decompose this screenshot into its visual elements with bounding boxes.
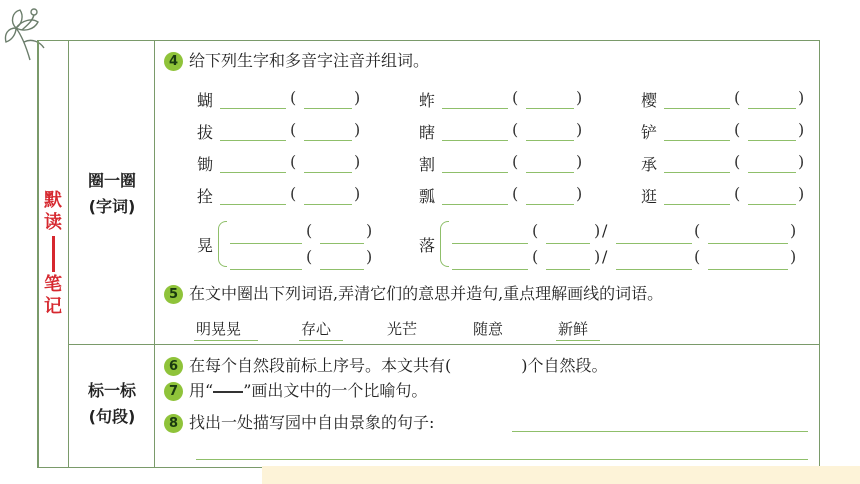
- word-blank[interactable]: [546, 269, 590, 270]
- word-blank[interactable]: [748, 140, 796, 141]
- word-item: 新鲜: [558, 320, 589, 338]
- pinyin-blank[interactable]: [664, 140, 730, 141]
- word-blank[interactable]: [320, 243, 364, 244]
- word-underline: [299, 340, 343, 341]
- word-blank[interactable]: [304, 172, 352, 173]
- word-blank[interactable]: [546, 243, 590, 244]
- paren-open: (: [290, 152, 297, 171]
- word-item: 随意: [473, 320, 504, 338]
- question-text: 找出一处描写园中自由景象的句子:: [189, 413, 435, 432]
- character-item: 铲: [640, 123, 657, 142]
- table-top-border: [37, 40, 820, 41]
- question-number-badge: 8: [164, 414, 183, 433]
- paren-close: ): [576, 120, 583, 139]
- word-item: 明晃晃: [196, 320, 242, 338]
- word-item: 存心: [301, 320, 332, 338]
- pinyin-blank[interactable]: [664, 204, 730, 205]
- word-blank[interactable]: [748, 204, 796, 205]
- pinyin-blank[interactable]: [616, 269, 692, 270]
- question-4: [164, 50, 429, 72]
- section-title-line: 圈一圈: [87, 171, 136, 190]
- character-item: 拴: [196, 187, 213, 206]
- paren-close: ): [576, 184, 583, 203]
- character-item: 蝴: [196, 91, 213, 110]
- side-label-char: 笔: [44, 274, 62, 295]
- paren-close: ): [798, 88, 805, 107]
- section-title-line: 标一标: [87, 381, 136, 400]
- table-column-divider-2: [154, 40, 155, 468]
- character-item: 樱: [640, 91, 657, 110]
- word-blank[interactable]: [748, 108, 796, 109]
- paren-open: (: [512, 120, 519, 139]
- question-number-badge: 5: [164, 285, 183, 304]
- word-blank[interactable]: [526, 108, 574, 109]
- paren-open: (: [532, 221, 539, 240]
- question-text: 在每个自然段前标上序号。本文共有(: [189, 356, 452, 375]
- pinyin-blank[interactable]: [616, 243, 692, 244]
- paren-open: (: [306, 247, 313, 266]
- word-underline: [556, 340, 600, 341]
- character-item: 瓢: [418, 187, 435, 206]
- slash-separator: /: [602, 221, 608, 240]
- character-item: 落: [418, 236, 435, 255]
- word-underline: [194, 340, 258, 341]
- paren-close: ): [366, 221, 373, 240]
- paren-open: (: [290, 88, 297, 107]
- brace-bracket: [440, 221, 449, 267]
- answer-line[interactable]: [196, 459, 808, 460]
- side-label-char: 读: [44, 212, 62, 233]
- section-title-mark: [72, 378, 152, 430]
- paren-open: (: [290, 120, 297, 139]
- question-6: [164, 355, 608, 377]
- pinyin-blank[interactable]: [452, 269, 528, 270]
- paren-close: ): [798, 152, 805, 171]
- word-blank[interactable]: [304, 140, 352, 141]
- paren-close: ): [594, 247, 601, 266]
- brace-bracket: [218, 221, 227, 267]
- paren-open: (: [694, 221, 701, 240]
- pinyin-blank[interactable]: [230, 243, 302, 244]
- section-title-line: (句段): [88, 407, 136, 426]
- paren-open: (: [306, 221, 313, 240]
- word-blank[interactable]: [748, 172, 796, 173]
- question-text: )个自然段。: [521, 356, 608, 375]
- paren-close: ): [798, 184, 805, 203]
- paren-close: ): [576, 152, 583, 171]
- paren-open: (: [290, 184, 297, 203]
- word-blank[interactable]: [708, 269, 788, 270]
- word-item: 光芒: [387, 320, 418, 338]
- side-label-char: 默: [44, 190, 62, 211]
- question-number-badge: 4: [164, 52, 183, 71]
- table-column-divider-1: [68, 40, 69, 468]
- question-text: 给下列生字和多音字注音并组词。: [189, 51, 430, 70]
- pinyin-blank[interactable]: [452, 243, 528, 244]
- paren-open: (: [512, 152, 519, 171]
- question-number-badge: 6: [164, 357, 183, 376]
- flower-decoration-icon: [4, 2, 56, 64]
- character-item: 锄: [196, 155, 213, 174]
- paren-close: ): [366, 247, 373, 266]
- question-text: 用“: [189, 381, 214, 400]
- paren-open: (: [734, 152, 741, 171]
- question-5: [164, 283, 663, 305]
- paren-close: ): [594, 221, 601, 240]
- slash-separator: /: [602, 247, 608, 266]
- paren-open: (: [734, 120, 741, 139]
- side-label-dash: [52, 236, 55, 272]
- question-text: ”画出文中的一个比喻句。: [243, 381, 428, 400]
- character-item: 承: [640, 155, 657, 174]
- word-blank[interactable]: [320, 269, 364, 270]
- pinyin-blank[interactable]: [220, 172, 286, 173]
- word-blank[interactable]: [708, 243, 788, 244]
- paren-open: (: [734, 184, 741, 203]
- section-title-circle: [72, 168, 152, 220]
- word-blank[interactable]: [304, 204, 352, 205]
- paren-open: (: [734, 88, 741, 107]
- character-item: 拔: [196, 123, 213, 142]
- question-number-badge: 7: [164, 382, 183, 401]
- character-item: 割: [418, 155, 435, 174]
- pinyin-blank[interactable]: [442, 172, 508, 173]
- pinyin-blank[interactable]: [664, 172, 730, 173]
- paren-close: ): [354, 120, 361, 139]
- pinyin-blank[interactable]: [442, 204, 508, 205]
- paren-open: (: [694, 247, 701, 266]
- paren-open: (: [512, 184, 519, 203]
- word-blank[interactable]: [526, 172, 574, 173]
- bottom-highlight-band: [262, 466, 860, 484]
- table-row-divider: [68, 344, 820, 345]
- table-right-border: [819, 40, 820, 468]
- pinyin-blank[interactable]: [230, 269, 302, 270]
- paren-close: ): [576, 88, 583, 107]
- pinyin-blank[interactable]: [220, 140, 286, 141]
- side-label-char: 记: [44, 296, 62, 317]
- pinyin-blank[interactable]: [664, 108, 730, 109]
- pinyin-blank[interactable]: [442, 140, 508, 141]
- character-item: 晃: [196, 236, 213, 255]
- section-title-line: (字词): [88, 197, 136, 216]
- question-7: [164, 380, 427, 402]
- pinyin-blank[interactable]: [442, 108, 508, 109]
- paren-open: (: [512, 88, 519, 107]
- pinyin-blank[interactable]: [220, 204, 286, 205]
- paren-open: (: [532, 247, 539, 266]
- answer-line[interactable]: [512, 431, 808, 432]
- paren-close: ): [354, 152, 361, 171]
- side-label-reading-notes: [38, 190, 68, 318]
- pinyin-blank[interactable]: [220, 108, 286, 109]
- character-item: 瞎: [418, 123, 435, 142]
- underline-sample: [213, 391, 243, 393]
- character-item: 蚱: [418, 91, 435, 110]
- paren-close: ): [354, 184, 361, 203]
- word-blank[interactable]: [304, 108, 352, 109]
- paren-close: ): [354, 88, 361, 107]
- paren-close: ): [790, 221, 797, 240]
- paren-close: ): [798, 120, 805, 139]
- question-text: 在文中圈出下列词语,弄清它们的意思并造句,重点理解画线的词语。: [189, 284, 664, 303]
- paren-close: ): [790, 247, 797, 266]
- word-blank[interactable]: [526, 140, 574, 141]
- character-item: 逛: [640, 187, 657, 206]
- word-blank[interactable]: [526, 204, 574, 205]
- question-8: [164, 412, 434, 434]
